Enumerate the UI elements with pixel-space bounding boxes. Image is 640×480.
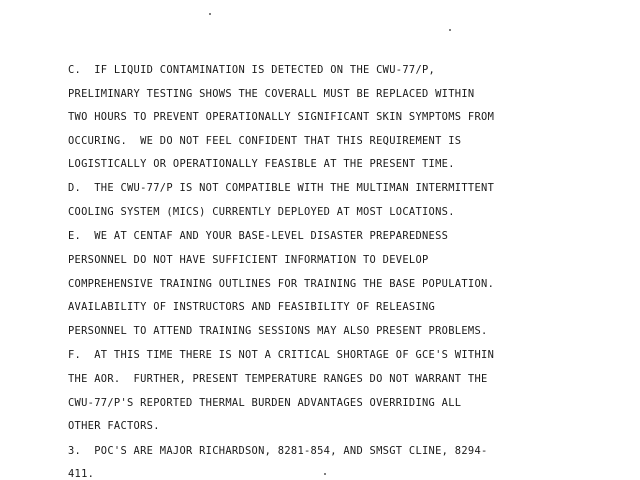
text-line: LOGISTICALLY OR OPERATIONALLY FEASIBLE AT THE PRESENT TIME. xyxy=(68,158,455,170)
text-line: PRELIMINARY TESTING SHOWS THE COVERALL MUST BE REPLACED WITHIN xyxy=(68,88,475,100)
text-line-item-3: 3. POC'S ARE MAJOR RICHARDSON, 8281-854, AND SMSGT CLINE, 8294- xyxy=(68,445,488,457)
text-line: TWO HOURS TO PREVENT OPERATIONALLY SIGNIFICANT SKIN SYMPTOMS FROM xyxy=(68,111,495,123)
text-line: 411. xyxy=(68,468,95,480)
text-line: THE AOR. FURTHER, PRESENT TEMPERATURE RANGES DO NOT WARRANT THE xyxy=(68,373,488,385)
text-line-f-item: F. AT THIS TIME THERE IS NOT A CRITICAL SHORTAGE OF GCE'S WITHIN xyxy=(68,349,495,361)
scan-speck xyxy=(209,13,211,15)
text-line: COMPREHENSIVE TRAINING OUTLINES FOR TRAINING THE BASE POPULATION. xyxy=(68,278,495,290)
text-line: PERSONNEL TO ATTEND TRAINING SESSIONS MAY ALSO PRESENT PROBLEMS. xyxy=(68,325,488,337)
text-line: COOLING SYSTEM (MICS) CURRENTLY DEPLOYED AT MOST LOCATIONS. xyxy=(68,206,455,218)
text-line: AVAILABILITY OF INSTRUCTORS AND FEASIBILITY OF RELEASING xyxy=(68,301,436,313)
text-line: CWU-77/P'S REPORTED THERMAL BURDEN ADVANTAGES OVERRIDING ALL xyxy=(68,397,462,409)
scan-speck xyxy=(324,473,326,475)
text-line-d-item: D. THE CWU-77/P IS NOT COMPATIBLE WITH THE MULTIMAN INTERMITTENT xyxy=(68,182,495,194)
text-line-e-item: E. WE AT CENTAF AND YOUR BASE-LEVEL DISASTER PREPAREDNESS xyxy=(68,230,449,242)
text-line-c-item: C. IF LIQUID CONTAMINATION IS DETECTED ON THE CWU-77/P, xyxy=(68,64,436,76)
text-line: PERSONNEL DO NOT HAVE SUFFICIENT INFORMATION TO DEVELOP xyxy=(68,254,429,266)
text-line: OTHER FACTORS. xyxy=(68,420,160,432)
text-line: OCCURING. WE DO NOT FEEL CONFIDENT THAT THIS REQUIREMENT IS xyxy=(68,135,462,147)
scan-speck xyxy=(449,29,451,31)
